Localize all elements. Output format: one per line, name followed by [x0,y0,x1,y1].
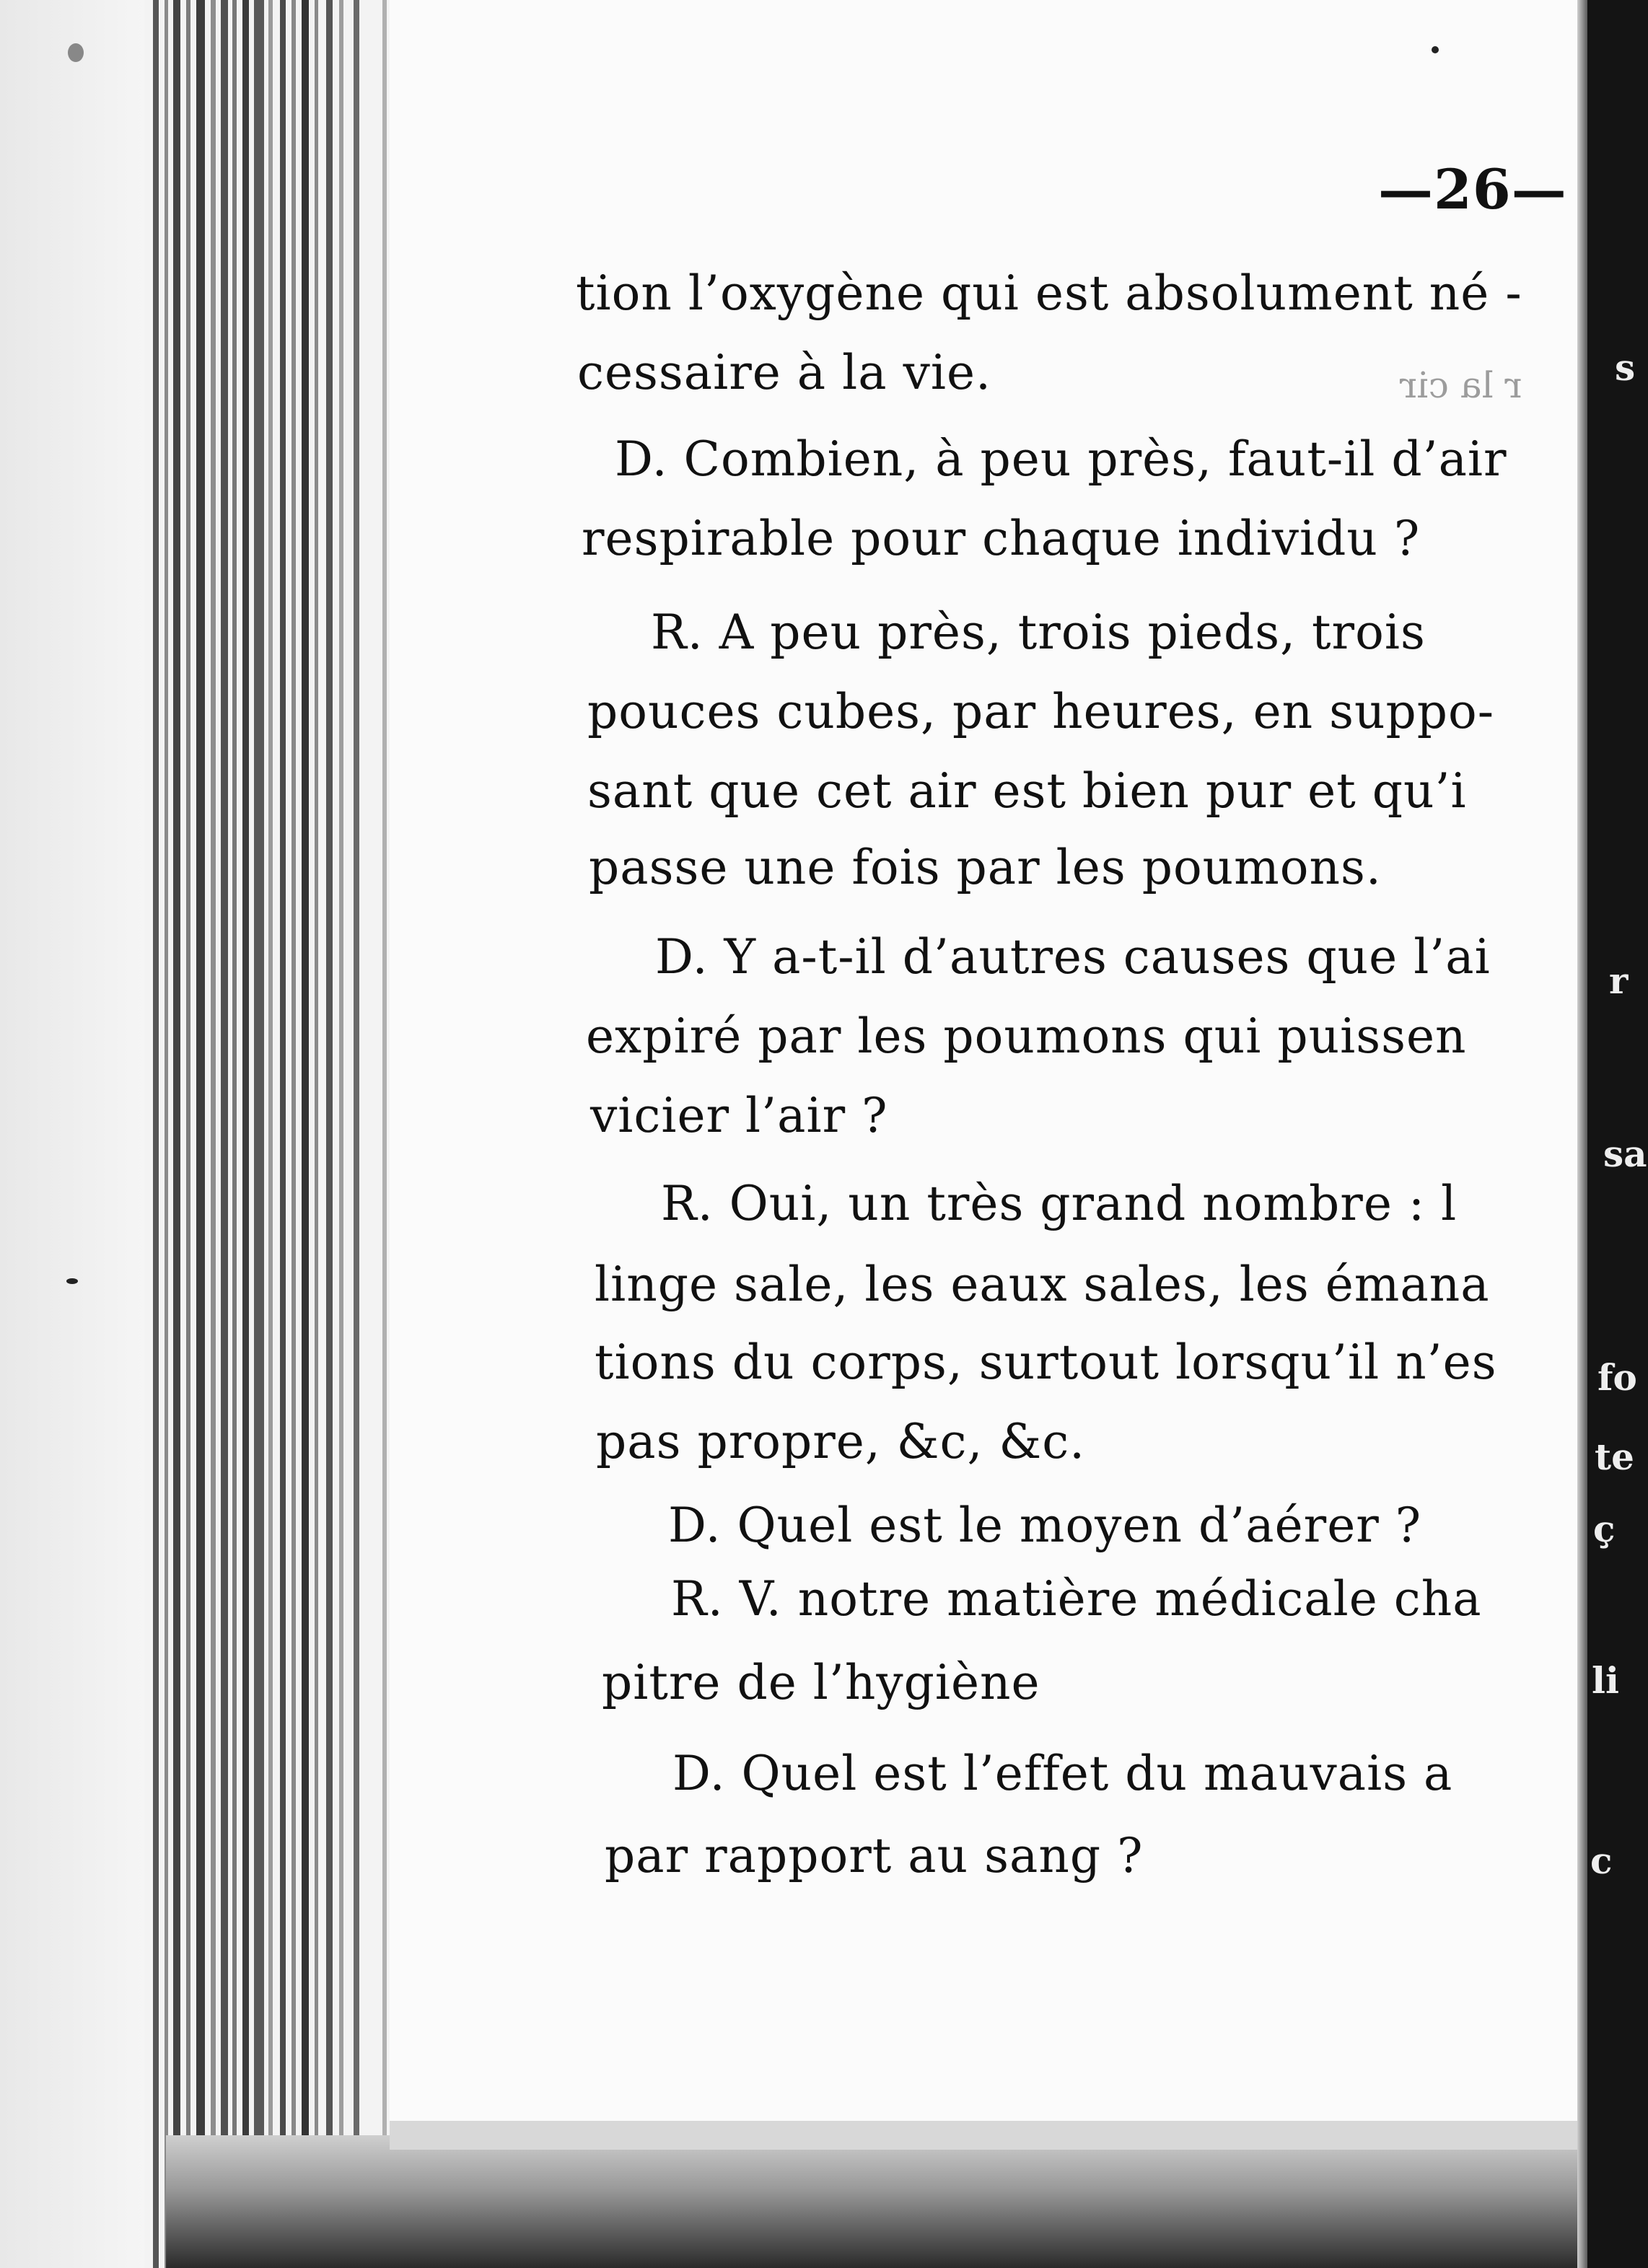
text-line: pitre de l’hygiène [602,1655,1040,1710]
page-edge [232,0,237,2268]
text-line: pouces cubes, par heures, en suppo- [587,684,1495,739]
left-page-shade [0,0,144,2268]
page-edge [280,0,286,2268]
speck [68,43,84,62]
page-bottom-edge [390,2121,1583,2150]
facing-page-fragment: sa [1603,1133,1647,1175]
bottom-shadow [166,2135,1648,2268]
page-edge [354,0,359,2268]
page-edge [242,0,249,2268]
facing-page-fragment: r [1609,959,1629,1002]
facing-page-fragment: li [1592,1659,1619,1702]
text-line: R. Oui, un très grand nombre : l [661,1176,1458,1231]
facing-page-fragment: s [1615,346,1636,389]
text-line: D. Y a-t-il d’autres causes que l’ai [655,929,1491,985]
page-edge [211,0,216,2268]
text-line: pas propre, &c, &c. [596,1414,1086,1469]
page-edge [339,0,343,2268]
page-edge [196,0,205,2268]
page-edge [186,0,190,2268]
text-line: passe une fois par les poumons. [589,840,1382,895]
page-number: —26— [1378,157,1567,221]
text-line: D. Quel est l’effet du mauvais a [672,1746,1453,1801]
text-line: respirable pour chaque individu ? [582,511,1421,566]
text-line: vicier l’air ? [590,1088,888,1143]
text-line: tions du corps, surtout lorsqu’il n’es [595,1335,1497,1390]
text-line: sant que cet air est bien pur et qu’i [587,763,1467,819]
text-line: cessaire à la vie. [577,345,992,400]
facing-page-fragment: ç [1593,1508,1616,1550]
page-edge [315,0,318,2268]
page-edge [254,0,264,2268]
page-edge [165,0,168,2268]
speck [66,1278,78,1284]
page-edge [382,0,387,2268]
page-edge [173,0,180,2268]
text-line: linge sale, les eaux sales, les émana [595,1257,1490,1312]
page-edge [221,0,228,2268]
text-line: tion l’oxygène qui est absolument né - [576,265,1522,321]
text-line: R. V. notre matière médicale cha [671,1571,1482,1627]
page-edge [292,0,296,2268]
text-line: par rapport au sang ? [605,1828,1144,1884]
page-edge [268,0,273,2268]
text-page [390,0,1587,2121]
page-edge [302,0,309,2268]
facing-page-fragment: c [1590,1840,1613,1882]
text-line: R. A peu près, trois pieds, trois [651,605,1426,660]
bleed-through-text: r la cir [1400,364,1522,406]
page-edge [153,0,159,2268]
speck [1432,46,1439,53]
text-line: D. Quel est le moyen d’aérer ? [668,1498,1422,1553]
facing-page-fragment: fo [1597,1356,1637,1399]
text-line: expiré par les poumons qui puissen [586,1008,1467,1064]
page-edge [326,0,333,2268]
text-line: D. Combien, à peu près, faut-il d’air [615,431,1507,487]
facing-page-fragment: te [1595,1436,1634,1478]
